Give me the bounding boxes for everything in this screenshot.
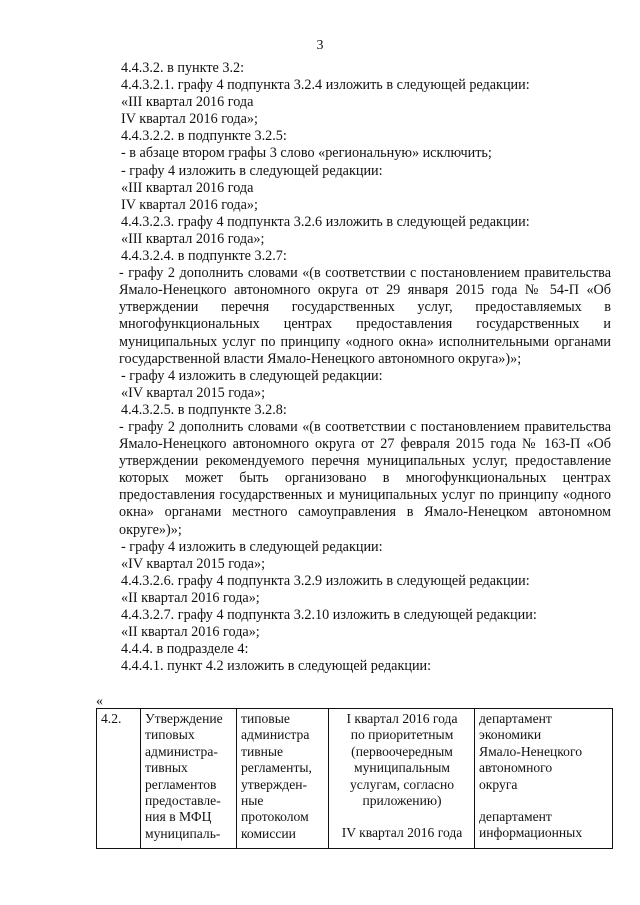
text-line: 4.4.4. в подразделе 4: xyxy=(121,641,249,658)
opening-quote: « xyxy=(96,694,103,709)
paragraph-amend-1: - графу 2 дополнить словами «(в соответствии с постановлением правительства Ямало-Ненецкого автономного округа от 29 января 2015 года № 54-П «Об утверждении перечня государственных услуг, предоставляемых в многофункциональных центрах предоставления государственных и муниципальных услуг по принципу «одного окна» исполнительными органами государственной власти Ямало-Ненецкого автономного округа»)»; xyxy=(119,265,611,367)
cell-text: Ямало-Ненецкого xyxy=(479,743,583,759)
cell-text: протоколом xyxy=(241,809,309,825)
text-line: «IV квартал 2015 года»; xyxy=(121,555,266,572)
text-line: «III квартал 2016 года»; xyxy=(121,230,265,247)
cell-text: приложению) xyxy=(362,793,442,809)
cell-text: муниципальным xyxy=(354,760,450,776)
cell-text: I квартал 2016 года xyxy=(346,711,458,726)
table-row xyxy=(97,709,613,849)
text-line: 4.4.3.2.6. графу 4 подпункта 3.2.9 изложить в следующей редакции: xyxy=(121,572,530,589)
cell-text: типовые xyxy=(241,711,290,726)
cell-result xyxy=(237,709,329,849)
cell-text: регламенты, xyxy=(241,760,312,776)
cell-text: по приоритетным xyxy=(350,727,454,743)
cell-text: типовых xyxy=(145,727,195,743)
text-line: - в абзаце втором графы 3 слово «региональную» исключить; xyxy=(121,145,492,162)
text-line: 4.4.3.2.5. в подпункте 3.2.8: xyxy=(121,401,287,418)
text-line: «III квартал 2016 года xyxy=(121,94,254,111)
cell-text: регламентов xyxy=(145,776,217,792)
document-body xyxy=(121,60,611,675)
text-line: 4.4.3.2.1. графу 4 подпункта 3.2.4 изложить в следующей редакции: xyxy=(121,77,530,94)
text-line: «IV квартал 2015 года»; xyxy=(121,384,266,401)
text-line: 4.4.4.1. пункт 4.2 изложить в следующей редакции: xyxy=(121,658,432,675)
cell-text: ния в МФЦ xyxy=(145,809,212,825)
cell-text: округа xyxy=(479,776,518,792)
text-line: - графу 4 изложить в следующей редакции: xyxy=(121,162,383,179)
cell-text: автономного xyxy=(479,760,553,776)
text-line: «III квартал 2016 года xyxy=(121,179,254,196)
cell-text: экономики xyxy=(479,727,542,743)
cell-text: ные xyxy=(241,793,264,809)
cell-text: (первоочередным xyxy=(351,743,453,759)
cell-number xyxy=(97,709,141,849)
cell-text: услугам, согласно xyxy=(349,776,455,792)
paragraph-amend-2: - графу 2 дополнить словами «(в соответствии с постановлением правительства Ямало-Ненецкого автономного округа от 27 февраля 2015 года № 163-П «Об утверждении рекомендуемого перечня муниципальных услуг, предоставление которых может быть организовано в многофункциональных центрах предоставления государственных и муниципальных услуг по принципу «одного окна» органами местного самоуправления в Ямало-Ненецком автономном округе»)»; xyxy=(119,418,611,538)
cell-text: департамент xyxy=(479,711,552,726)
text-line: - графу 4 изложить в следующей редакции: xyxy=(121,367,383,384)
cell-text: администра- xyxy=(145,743,218,759)
text-line: «II квартал 2016 года»; xyxy=(121,589,260,606)
text-line: - графу 4 изложить в следующей редакции: xyxy=(121,538,383,555)
text-line: IV квартал 2016 года»; xyxy=(121,196,258,213)
text-line: IV квартал 2016 года»; xyxy=(121,111,258,128)
cell-responsible xyxy=(475,709,613,849)
text-line: 4.4.3.2.4. в подпункте 3.2.7: xyxy=(121,248,287,265)
text-line: 4.4.3.2.2. в подпункте 3.2.5: xyxy=(121,128,287,145)
cell-text: Утверждение xyxy=(145,711,223,726)
cell-text: муниципаль- xyxy=(145,825,221,841)
text-line: 4.4.3.2. в пункте 3.2: xyxy=(121,60,245,76)
plan-table xyxy=(96,708,613,849)
cell-text: тивные xyxy=(241,743,284,759)
page-number: 3 xyxy=(316,38,324,53)
cell-text: тивных xyxy=(145,760,188,776)
cell-text: департамент xyxy=(479,809,552,825)
cell-measure xyxy=(141,709,237,849)
cell-text: утвержден- xyxy=(241,776,308,792)
text-line: «II квартал 2016 года»; xyxy=(121,624,260,641)
cell-text: информационных xyxy=(479,825,583,841)
text-line: 4.4.3.2.3. графу 4 подпункта 3.2.6 изложить в следующей редакции: xyxy=(121,213,530,230)
item-number: 4.2. xyxy=(101,711,122,726)
cell-text: администра xyxy=(241,727,310,743)
cell-text: комиссии xyxy=(241,825,296,841)
cell-text: IV квартал 2016 года xyxy=(341,825,463,841)
cell-deadline xyxy=(329,709,475,849)
text-line: 4.4.3.2.7. графу 4 подпункта 3.2.10 изложить в следующей редакции: xyxy=(121,607,537,623)
cell-text: предоставле- xyxy=(145,793,221,809)
